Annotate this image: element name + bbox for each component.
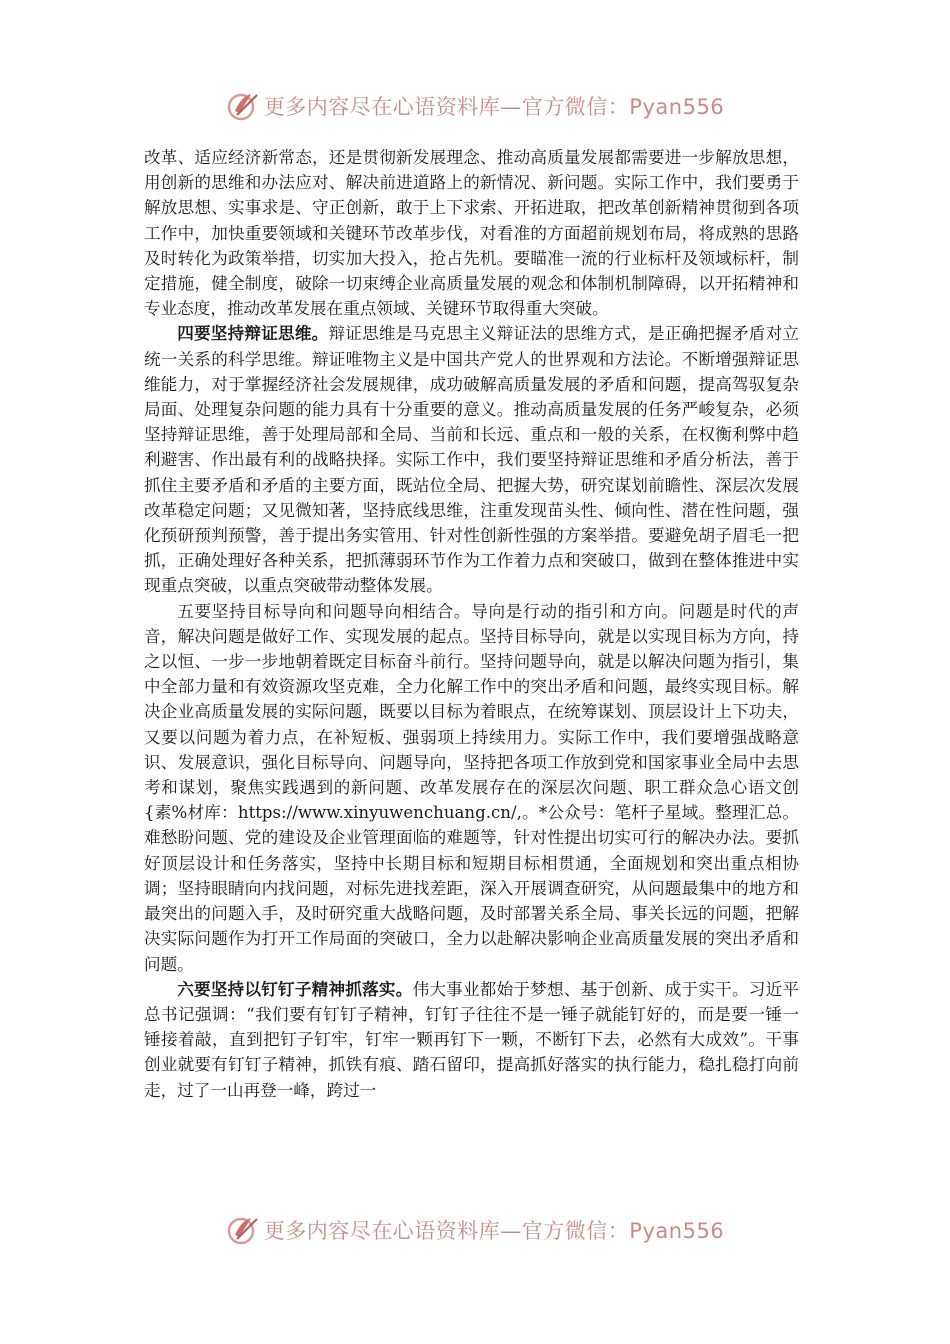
section-heading-4: 四要坚持辩证思维。: [177, 323, 329, 344]
watermark-text: 更多内容尽在心语资料库—官方微信：Pyan556: [263, 1219, 725, 1243]
watermark-text: 更多内容尽在心语资料库—官方微信：Pyan556: [263, 95, 725, 119]
watermark-banner-bottom: [0, 1210, 950, 1250]
paragraph-3: 五要坚持目标导向和问题导向相结合。导向是行动的指引和方向。问题是时代的声音，解决问题是做好工作、实现发展的起点。坚持目标导向，就是以实现目标为方向，持之以恒、一步一步地朝着既定目标奋斗前行。坚持问题导向，就是以解决问题为指引，集中全部力量和有效资源攻坚克难，全力化解工作中的突出矛盾和问题，最终实现目标。解决企业高质量发展的实际问题，既要以目标为着眼点，在统筹谋划、顶层设计上下功夫，又要以问题为着力点，在补短板、强弱项上持续用力。实际工作中，我们要增强战略意识、发展意识，强化目标导向、问题导向，坚持把各项工作放到党和国家事业全局中去思考和谋划，聚焦实践遇到的新问题、改革发展存在的深层次问题、职工群众急心语文创{素%材库：https://www.xinyuwenchuang.cn/,。*公众号：笔杆子星域。整理汇总。难愁盼问题、党的建设及企业管理面临的难题等，针对性提出切实可行的解决办法。要抓好顶层设计和任务落实，坚持中长期目标和短期目标相贯通，全面规划和突出重点相协调；坚持眼睛向内找问题，对标先进找差距，深入开展调查研究，从问题最集中的地方和最突出的问题入手，及时研究重大战略问题，及时部署关系全局、事关长远的问题，把解决实际问题作为打开工作局面的突破口，全力以赴解决影响企业高质量发展的突出矛盾和问题。: [144, 601, 799, 974]
section-heading-6: 六要坚持以钉钉子精神抓落实。: [177, 978, 413, 999]
pen-logo-icon: [226, 89, 260, 123]
pen-logo-icon: [226, 1213, 260, 1247]
paragraph-1: 改革、适应经济新常态，还是贯彻新发展理念、推动高质量发展都需要进一步解放思想，用创新的思维和办法应对、解决前进道路上的新情况、新问题。实际工作中，我们要勇于解放思想、实事求是、守正创新，敢于上下求索、开拓进取，把改革创新精神贯彻到各项工作中，加快重要领域和关键环节改革步伐，对看准的方面超前规划布局，将成熟的思路及时转化为政策举措，切实加大投入，抢占先机。要瞄准一流的行业标杆及领域标杆，制定措施，健全制度，破除一切束缚企业高质量发展的观念和体制机制障碍，以开拓精神和专业态度，推动改革发展在重点领域、关键环节取得重大突破。: [144, 148, 799, 319]
watermark-banner-top: [0, 86, 950, 126]
paragraph-4: 六要坚持以钉钉子精神抓落实。伟大事业都始于梦想、基于创新、成于实干。习近平总书记强调：“我们要有钉钉子精神，钉钉子往往不是一锤子就能钉好的，而是要一锤一锤接着敲，直到把钉子钉牢，钉牢一颗再钉下一颗，不断钉下去，必然有大成效”。干事创业就要有钉钉子精神，抓铁有痕、踏石留印，提高抓好落实的执行能力，稳扎稳打向前走，过了一山再登一峰，跨过一: [144, 978, 800, 1100]
paragraph-2: 四要坚持辩证思维。辩证思维是马克思主义辩证法的思维方式，是正确把握矛盾对立统一关系的科学思维。辩证唯物主义是中国共产党人的世界观和方法论。不断增强辩证思维能力，对于掌握经济社会发展规律，成功破解高质量发展的矛盾和问题，提高驾驭复杂局面、处理复杂问题的能力具有十分重要的意义。推动高质量发展的任务严峻复杂，必须坚持辩证思维，善于处理局部和全局、当前和长远、重点和一般的关系，在权衡利弊中趋利避害、作出最有利的战略抉择。实际工作中，我们要坚持辩证思维和矛盾分析法，善于抓住主要矛盾和矛盾的主要方面，既站位全局、把握大势，研究谋划前瞻性、深层次发展改革稳定问题；又见微知著，坚持底线思维，注重发现苗头性、倾向性、潜在性问题，强化预研预判预警，善于提出务实管用、针对性创新性强的方案举措。要避免胡子眉毛一把抓，正确处理好各种关系，把抓薄弱环节作为工作着力点和突破口，做到在整体推进中实现重点突破，以重点突破带动整体发展。: [144, 323, 800, 596]
document-body: [144, 145, 799, 1103]
